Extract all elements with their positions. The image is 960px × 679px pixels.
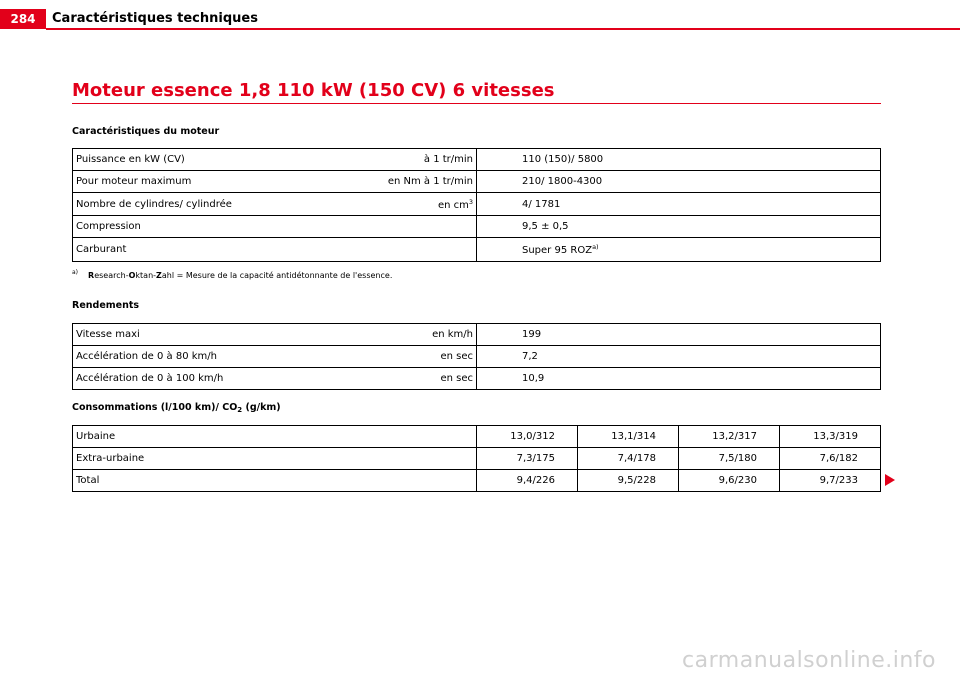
table-row <box>73 171 881 193</box>
row-value: 9,5 ± 0,5 <box>477 216 881 238</box>
heading-subscript: 2 <box>237 406 243 414</box>
table-row <box>73 448 881 470</box>
row-value: 199 <box>477 324 881 346</box>
row-value: 9,6/230 <box>679 470 780 492</box>
title-rule <box>72 103 881 104</box>
row-value: 7,5/180 <box>679 448 780 470</box>
performance-table <box>72 323 881 390</box>
row-value: 210/ 1800-4300 <box>477 171 881 193</box>
footnote-ref: a) <box>592 243 599 251</box>
row-value: 7,6/182 <box>780 448 881 470</box>
row-value: 110 (150)/ 5800 <box>477 149 881 171</box>
table-row <box>73 216 881 238</box>
heading-text: (g/km) <box>242 402 281 413</box>
row-value: 13,1/314 <box>578 426 679 448</box>
footnote-text: ktan- <box>135 271 157 280</box>
page-header <box>0 0 960 29</box>
performance-heading: Rendements <box>72 300 140 311</box>
row-value: 13,0/312 <box>477 426 578 448</box>
page-number: 284 <box>0 9 46 29</box>
row-value: 9,7/233 <box>780 470 881 492</box>
row-value: 9,5/228 <box>578 470 679 492</box>
footnote-mark: a) <box>72 269 79 276</box>
table-row <box>73 324 881 346</box>
running-head: Caractéristiques techniques <box>52 11 258 26</box>
value-text: Super 95 ROZ <box>522 245 593 256</box>
footnote <box>72 267 392 282</box>
unit-superscript: 3 <box>468 197 473 206</box>
row-value: 13,3/319 <box>780 426 881 448</box>
row-unit <box>323 193 477 216</box>
header-rule <box>46 28 960 30</box>
row-unit: en km/h <box>323 324 477 346</box>
row-label: Accélération de 0 à 100 km/h <box>73 368 323 390</box>
table-row <box>73 238 881 262</box>
table-row <box>73 426 881 448</box>
row-label: Urbaine <box>73 426 477 448</box>
row-label: Nombre de cylindres/ cylindrée <box>73 193 323 216</box>
table-row <box>73 470 881 492</box>
consumption-table <box>72 425 881 492</box>
watermark: carmanualsonline.info <box>682 648 936 673</box>
row-label: Total <box>73 470 477 492</box>
row-value: 7,4/178 <box>578 448 679 470</box>
row-value: 9,4/226 <box>477 470 578 492</box>
row-unit <box>323 216 477 238</box>
row-label: Accélération de 0 à 80 km/h <box>73 346 323 368</box>
row-unit <box>323 238 477 262</box>
row-value <box>477 238 881 262</box>
consumption-heading <box>72 401 281 417</box>
row-unit: en sec <box>323 368 477 390</box>
row-value: 13,2/317 <box>679 426 780 448</box>
table-row <box>73 346 881 368</box>
footnote-text: ahl = Mesure de la capacité antidétonnante de l'essence. <box>161 271 393 280</box>
footnote-initial: R <box>88 271 95 280</box>
page-title: Moteur essence 1,8 110 kW (150 CV) 6 vitesses <box>72 80 555 101</box>
row-label: Carburant <box>73 238 323 262</box>
row-value: 7,2 <box>477 346 881 368</box>
table-row <box>73 368 881 390</box>
table-row <box>73 193 881 216</box>
next-page-arrow-icon[interactable] <box>885 474 895 486</box>
engine-heading: Caractéristiques du moteur <box>72 126 220 137</box>
heading-text: Consommations (l/100 km)/ CO <box>72 402 238 413</box>
row-unit: en Nm à 1 tr/min <box>323 171 477 193</box>
unit-text: en cm <box>437 199 469 211</box>
footnote-initial: O <box>128 271 136 280</box>
row-label: Extra-urbaine <box>73 448 477 470</box>
engine-table <box>72 148 881 262</box>
row-label: Pour moteur maximum <box>73 171 323 193</box>
row-unit: en sec <box>323 346 477 368</box>
row-unit: à 1 tr/min <box>323 149 477 171</box>
row-value: 10,9 <box>477 368 881 390</box>
row-label: Puissance en kW (CV) <box>73 149 323 171</box>
table-row <box>73 149 881 171</box>
row-value: 7,3/175 <box>477 448 578 470</box>
footnote-initial: Z <box>156 271 162 280</box>
row-label: Compression <box>73 216 323 238</box>
row-value: 4/ 1781 <box>477 193 881 216</box>
footnote-text: esearch- <box>94 271 129 280</box>
row-label: Vitesse maxi <box>73 324 323 346</box>
